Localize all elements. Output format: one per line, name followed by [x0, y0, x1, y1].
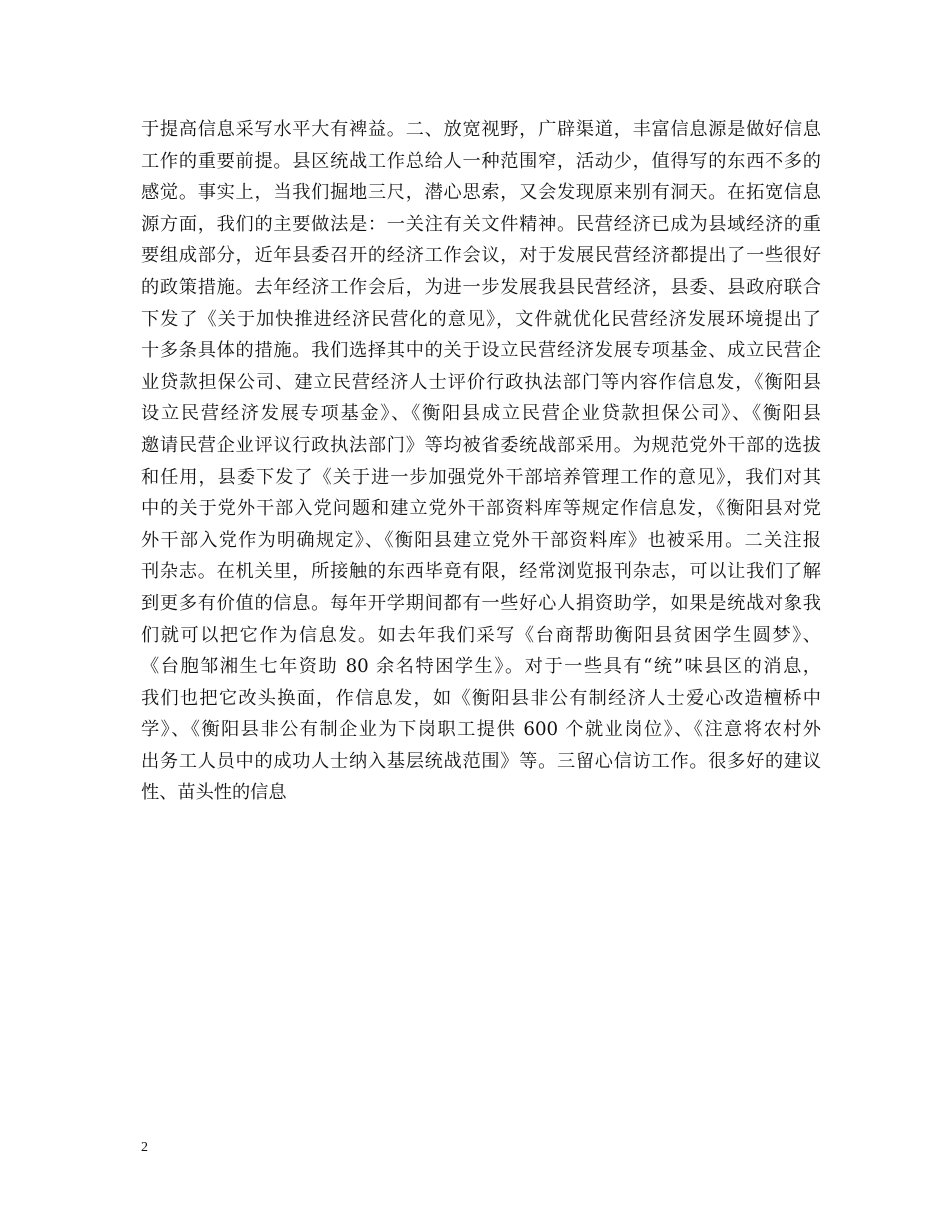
- text-line: 源方面，我们的主要做法是：一关注有关文件精神。民营经济已成为县域经济的重: [141, 213, 821, 235]
- text-line: 邀请民营企业评议行政执法部门》等均被省委统战部采用。为规范党外干部的选拔: [141, 434, 821, 456]
- text-line: 们就可以把它作为信息发。如去年我们采写《台商帮助衡阳县贫困学生圆梦》、: [141, 624, 821, 646]
- text-line: 十多条具体的措施。我们选择其中的关于设立民营经济发展专项基金、成立民营企: [141, 340, 821, 362]
- text-line: 性、苗头性的信息: [141, 782, 287, 804]
- text-line: 外干部入党作为明确规定》、《衡阳县建立党外干部资料库》也被采用。二关注报: [141, 529, 821, 551]
- text-line: 我们也把它改头换面，作信息发，如《衡阳县非公有制经济人士爱心改造檀桥中: [141, 687, 821, 709]
- text-line: 刊杂志。在机关里，所接触的东西毕竟有限，经常浏览报刊杂志，可以让我们了解: [141, 561, 821, 583]
- text-line: 到更多有价值的信息。每年开学期间都有一些好心人捐资助学，如果是统战对象我: [141, 592, 821, 614]
- page-number: 2: [141, 1140, 148, 1155]
- text-line: 业贷款担保公司、建立民营经济人士评价行政执法部门等内容作信息发，《衡阳县: [141, 371, 821, 393]
- text-line: 于提高信息采写水平大有裨益。二、放宽视野，广辟渠道，丰富信息源是做好信息: [141, 119, 821, 140]
- text-line: 的政策措施。去年经济工作会后，为进一步发展我县民营经济，县委、县政府联合: [141, 276, 821, 298]
- text-line: 出务工人员中的成功人士纳入基层统战范围》等。三留心信访工作。很多好的建议: [141, 750, 821, 772]
- text-line: 感觉。事实上，当我们掘地三尺，潜心思索，又会发现原来别有洞天。在拓宽信息: [141, 182, 821, 204]
- text-line: 工作的重要前提。县区统战工作总给人一种范围窄，活动少，值得写的东西不多的: [141, 150, 821, 172]
- body-paragraph: [141, 114, 821, 809]
- text-line: 中的关于党外干部入党问题和建立党外干部资料库等规定作信息发，《衡阳县对党: [141, 498, 821, 520]
- text-line: 下发了《关于加快推进经济民营化的意见》，文件就优化民营经济发展环境提出了: [141, 308, 821, 330]
- text-line: 和任用，县委下发了《关于进一步加强党外干部培养管理工作的意见》，我们对其: [141, 466, 821, 488]
- text-line: 《台胞邹湘生七年资助 80 余名特困学生》。对于一些具有“统”味县区的消息，: [141, 656, 821, 678]
- text-line: 要组成部分，近年县委召开的经济工作会议，对于发展民营经济都提出了一些很好: [141, 245, 821, 267]
- text-line: 学》、《衡阳县非公有制企业为下岗职工提供 600 个就业岗位》、《注意将农村外: [141, 719, 821, 741]
- text-line: 设立民营经济发展专项基金》、《衡阳县成立民营企业贷款担保公司》、《衡阳县: [141, 403, 821, 425]
